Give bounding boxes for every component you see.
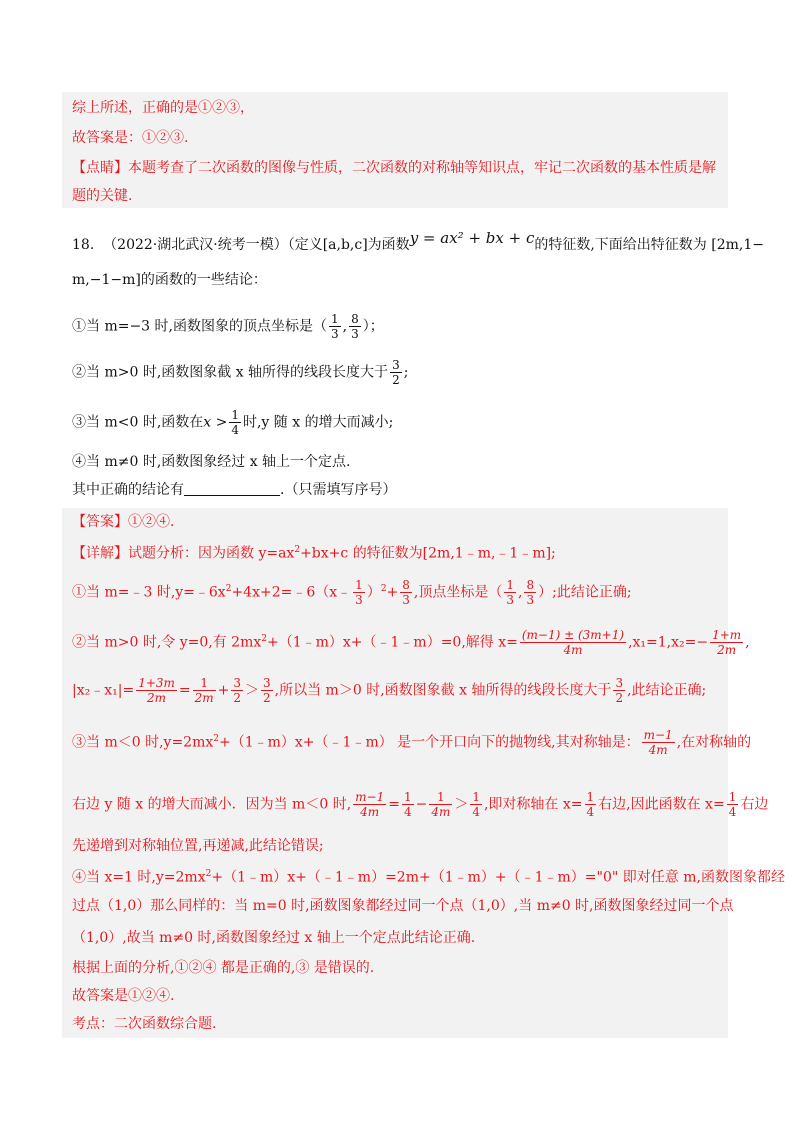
frac-den: 4m (563, 643, 583, 657)
s1-text: ①当 m=−3 时,函数图象的顶点坐标是（ (72, 318, 327, 335)
fraction (349, 312, 361, 341)
l2-b: +（1﹣m）x+（﹣1﹣m）=0,解得 x= (266, 634, 518, 651)
frac-den: 2 (233, 691, 242, 705)
frac-den: 3 (402, 593, 410, 607)
problem-intro (72, 228, 764, 255)
frac-den: 4 (472, 805, 480, 819)
frac-num: 8 (402, 578, 410, 592)
fraction (261, 676, 273, 705)
l5-e: ,即对称轴在 x= (483, 796, 583, 813)
statement-2 (72, 358, 408, 387)
frac-den: 4m (431, 805, 451, 819)
l3-e: ,所以当 m＞0 时,函数图象截 x 轴所得的线段长度大于 (274, 682, 612, 699)
fraction (193, 676, 216, 705)
solution-line-6: 先递增到对称轴位置,再递减,此结论错误; (72, 838, 324, 854)
frac-den: 2 (263, 691, 271, 705)
frac-den: 3 (506, 593, 515, 607)
solution-line-7 (72, 864, 785, 888)
s1-comma: , (342, 318, 348, 335)
fraction (136, 676, 177, 705)
s2-text: ②当 m>0 时,函数图象截 x 轴所得的线段长度大于 (72, 364, 389, 381)
s3-x: x > (203, 414, 228, 431)
l4-a: ③当 m＜0 时,y=2mx (72, 734, 214, 751)
frac-num: 1 (472, 790, 480, 804)
problem-intro-b: 的特征数,下面给出特征数为 [2m,1− (534, 237, 764, 253)
fraction (353, 790, 386, 819)
solution-answer: 【答案】①②④. (72, 514, 175, 530)
fraction (585, 790, 597, 819)
frac-num: 1+3m (138, 676, 175, 690)
l3-a: |x₂﹣x₁|= (72, 682, 135, 699)
comment-text: 本题考查了二次函数的图像与性质，二次函数的对称轴等知识点，牢记二次函数的基本性质是解 (128, 160, 716, 176)
sup: 2 (294, 545, 301, 555)
fraction (504, 578, 516, 607)
frac-num: 1 (231, 408, 239, 422)
summary-comment-cont: 题的关键. (72, 188, 133, 204)
problem-source: （2022·湖北武汉·统考一模） (103, 237, 288, 253)
l3-b: = (178, 682, 191, 699)
l3-f: ,此结论正确; (627, 682, 707, 699)
frac-num: (m−1) ± (3m+1) (521, 628, 625, 642)
statement-3 (72, 408, 393, 437)
problem-number: 18. (72, 237, 95, 253)
solution-line-10: 根据上面的分析,①②④ 都是正确的,③ 是错误的. (72, 960, 375, 976)
sup: 2 (261, 633, 267, 644)
l1-b: +4x+2=﹣6（x﹣ (231, 584, 352, 601)
l5-f: 右边,因此函数在 x= (598, 796, 725, 813)
problem-intro-a: （定义[a,b,c]为函数 (287, 237, 410, 253)
frac-num: 1 (193, 676, 216, 691)
solution-line-4 (72, 728, 751, 757)
l5-a: 右边 y 随 x 的增大而减小．因为当 m＜0 时, (72, 796, 352, 813)
fraction (613, 676, 625, 705)
frac-den: 3 (355, 593, 363, 607)
l3-d: ＞ (245, 682, 260, 699)
problem-intro-cont: m,−1−m]的函数的一些结论： (72, 272, 267, 288)
frac-den: 2m (717, 643, 737, 657)
solution-detail (72, 540, 556, 564)
frac-den: 4 (728, 805, 737, 819)
frac-num: 1 (506, 578, 515, 592)
frac-num: 1 (331, 312, 339, 326)
fraction (353, 578, 365, 607)
frac-den: 3 (526, 593, 535, 607)
statement-4: ④当 m≠0 时,函数图象经过 x 轴上一个定点. (72, 454, 351, 470)
l4-c: ,在对称轴的 (676, 734, 752, 751)
l1-d: + (386, 584, 399, 601)
fraction (229, 408, 241, 437)
frac-num: 1+m (712, 628, 742, 642)
fraction (710, 628, 743, 657)
sup: 2 (213, 733, 219, 744)
fraction (429, 790, 452, 819)
l2-a: ②当 m>0 时,令 y=0,有 2mx (72, 634, 262, 651)
frac-den: 4 (231, 423, 239, 437)
frac-den: 3 (331, 327, 339, 341)
detail-b: +bx+c 的特征数为[2m,1﹣m,﹣1﹣m]; (300, 545, 556, 562)
solution-line-9: （1,0）,故当 m≠0 时,函数图象经过 x 轴上一个定点此结论正确. (72, 930, 476, 946)
sup: 2 (225, 583, 232, 594)
s3-text: ③当 m<0 时,函数在 (72, 414, 204, 431)
frac-den: 4 (586, 805, 595, 819)
frac-den: 3 (351, 327, 359, 341)
l5-d: ＞ (454, 796, 469, 813)
comment-label: 【点睛】 (72, 160, 128, 176)
l1-e: ,顶点坐标是（ (413, 584, 503, 601)
s2-end: ; (403, 364, 409, 381)
l5-g: 右边 (740, 796, 769, 813)
frac-num: 1 (355, 578, 363, 592)
function-formula: y = ax² + bx + c (409, 229, 535, 247)
solution-line-12: 考点：二次函数综合题. (72, 1016, 217, 1032)
frac-den: 4m (648, 743, 668, 757)
l4-b: +（1﹣m）x+（﹣1﹣m） 是一个开口向下的抛物线,其对称轴是： (219, 734, 640, 751)
l2-c: ,x₁=1,x₂=− (628, 634, 709, 651)
fraction (402, 790, 414, 819)
fraction (524, 578, 536, 607)
ask-end: .（只需填写序号） (280, 482, 397, 498)
frac-num: 1 (403, 790, 412, 804)
l1-c: ） (366, 584, 381, 601)
solution-line-11: 故答案是①②④. (72, 988, 175, 1004)
frac-num: 1 (586, 790, 595, 804)
l2-d: , (745, 634, 750, 651)
frac-num: 8 (351, 312, 359, 326)
frac-den: 2m (194, 691, 214, 705)
frac-den: 4m (360, 805, 380, 819)
fraction (231, 676, 243, 705)
l3-c: + (217, 682, 230, 699)
l1-comma: , (518, 584, 523, 601)
l1-f: ）;此结论正确; (538, 584, 632, 601)
summary-answer: 故答案是：①②③. (72, 130, 189, 146)
solution-line-1 (72, 578, 632, 607)
fraction (329, 312, 341, 341)
l7-a: ④当 x=1 时,y=2mx (72, 869, 206, 886)
frac-num: 8 (526, 578, 535, 592)
frac-num: m−1 (355, 790, 385, 804)
frac-num: 3 (263, 676, 271, 690)
fraction (727, 790, 739, 819)
l5-c: − (415, 796, 428, 813)
fraction (470, 790, 482, 819)
frac-num: 1 (429, 790, 452, 805)
l7-b: +（1﹣m）x+（﹣1﹣m）=2m+（1﹣m）+（﹣1﹣m）="0" 即对任意 m,函数图象都经 (211, 869, 785, 886)
frac-num: 1 (728, 790, 737, 804)
summary-comment (72, 158, 716, 178)
frac-den: 4 (403, 805, 412, 819)
l1-a: ①当 m=﹣3 时,y=﹣6x (72, 584, 226, 601)
frac-den: 2m (147, 691, 167, 705)
l5-b: = (388, 796, 400, 813)
frac-num: 3 (615, 676, 624, 690)
fraction (642, 728, 675, 757)
question-ask (72, 480, 396, 500)
fraction (390, 358, 402, 387)
frac-den: 2 (392, 373, 400, 387)
detail-a: 【详解】试题分析：因为函数 y=ax (72, 545, 295, 562)
statement-1 (72, 312, 384, 341)
solution-line-8: 过点（1,0）那么同样的：当 m=0 时,函数图象都经过同一个点（1,0）,当 m≠0 时,函数图象经过同一个点 (72, 898, 734, 914)
s1-end: ）； (362, 318, 384, 335)
solution-line-3 (72, 676, 706, 705)
frac-num: 3 (392, 358, 400, 372)
frac-num: m−1 (643, 728, 673, 742)
frac-num: 3 (233, 676, 242, 690)
sup: 2 (380, 583, 387, 594)
fraction (520, 628, 626, 657)
solution-line-2 (72, 628, 750, 657)
s3-end: 时,y 随 x 的增大而减小; (242, 414, 394, 431)
fraction (400, 578, 412, 607)
frac-den: 2 (615, 691, 624, 705)
sup: 2 (205, 869, 212, 879)
answer-blank[interactable] (184, 481, 280, 496)
solution-line-5 (72, 790, 768, 819)
summary-conclusion: 综上所述，正确的是①②③， (72, 100, 254, 116)
ask-text: 其中正确的结论有 (72, 482, 184, 498)
